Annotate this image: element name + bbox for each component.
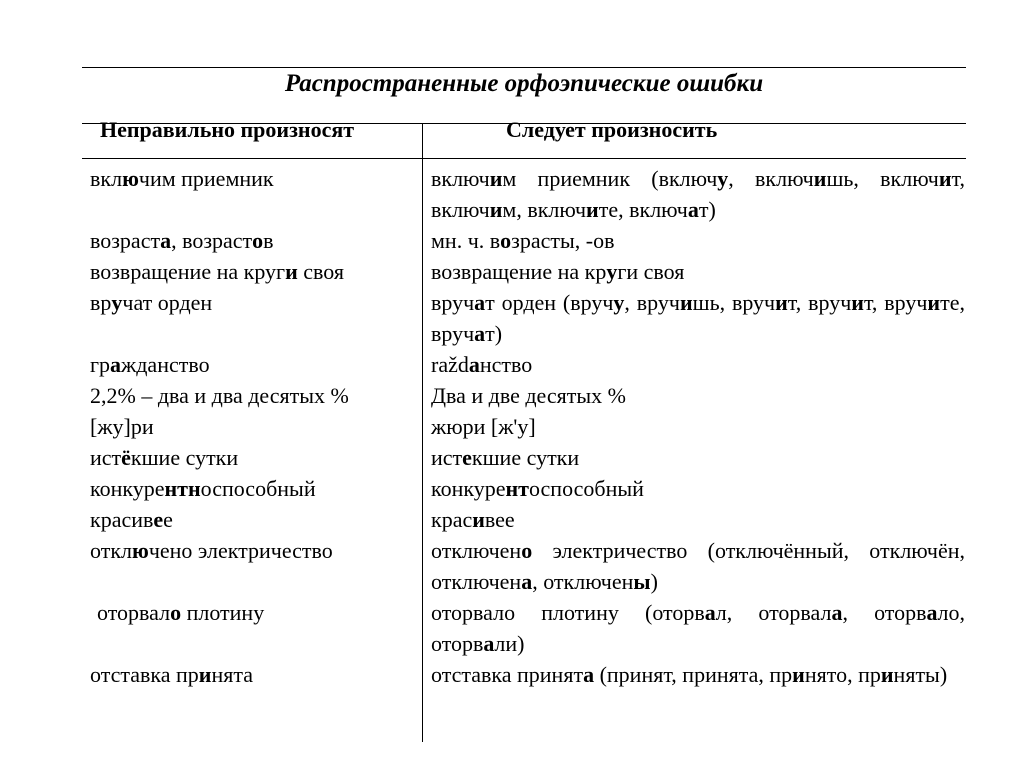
text-segment: нство: [479, 352, 533, 377]
wrong-pronunciation-cell: [90, 225, 420, 256]
text-segment: т, вруч: [863, 290, 928, 315]
text-segment: возвращение на кр: [431, 259, 607, 284]
stressed-letter: е: [153, 507, 164, 532]
text-segment: плотину: [181, 600, 265, 625]
text-segment: нято, пр: [804, 662, 881, 687]
text-segment: т): [485, 321, 503, 346]
wrong-pronunciation-cell: [90, 349, 420, 380]
stressed-letter: а: [468, 352, 480, 377]
wrong-pronunciation-cell: [90, 659, 420, 721]
text-segment: шь, включ: [826, 166, 939, 191]
correct-pronunciation-column: [431, 163, 965, 721]
text-segment: оспособный: [528, 476, 644, 501]
stressed-letter: а: [687, 197, 699, 222]
wrong-pronunciation-cell: [90, 442, 420, 473]
correct-pronunciation-cell: [431, 504, 965, 535]
text-segment: чат орден: [122, 290, 213, 315]
text-segment: , вруч: [624, 290, 680, 315]
text-segment: няты): [893, 662, 948, 687]
text-segment: вкл: [90, 166, 123, 191]
stressed-letter: нтн: [164, 476, 201, 501]
stressed-letter: и: [851, 290, 864, 315]
text-segment: нята: [211, 662, 254, 687]
text-segment: 2,2% – два и два десятых %: [90, 383, 349, 408]
text-segment: ли): [494, 631, 525, 656]
stressed-letter: о: [170, 600, 182, 625]
correct-pronunciation-cell: [431, 380, 965, 411]
stressed-letter: о: [500, 228, 512, 253]
text-segment: конкуре: [431, 476, 506, 501]
stressed-letter: у: [613, 290, 625, 315]
header-rule: [82, 158, 966, 159]
stressed-letter: ю: [132, 538, 149, 563]
stressed-letter: е: [462, 445, 472, 470]
wrong-pronunciation-cell: [90, 473, 420, 504]
text-segment: т орден (вруч: [485, 290, 614, 315]
wrong-pronunciation-cell: [90, 504, 420, 535]
correct-pronunciation-cell: [431, 411, 965, 442]
stressed-letter: нт: [505, 476, 529, 501]
stressed-letter: а: [160, 228, 172, 253]
text-segment: красив: [90, 507, 154, 532]
text-segment: (принят, принята, пр: [594, 662, 793, 687]
text-segment: , оторв: [842, 600, 927, 625]
correct-pronunciation-cell: [431, 442, 965, 473]
stressed-letter: а: [521, 569, 533, 594]
text-segment: оторвал: [97, 600, 171, 625]
text-segment: , возраст: [171, 228, 253, 253]
text-segment: откл: [90, 538, 132, 563]
stressed-letter: а: [474, 290, 486, 315]
stressed-letter: ы: [633, 569, 651, 594]
text-segment: ги своя: [617, 259, 685, 284]
stressed-letter: и: [938, 166, 952, 191]
text-segment: л, оторвал: [715, 600, 832, 625]
correct-pronunciation-cell: [431, 225, 965, 256]
stressed-letter: ю: [122, 166, 139, 191]
text-segment: отставка принят: [431, 662, 584, 687]
stressed-letter: и: [880, 662, 894, 687]
text-segment: чено электричество: [148, 538, 333, 563]
text-segment: , отключен: [532, 569, 634, 594]
correct-pronunciation-cell: [431, 535, 965, 597]
text-segment: зрасты, -ов: [511, 228, 615, 253]
stressed-letter: о: [252, 228, 264, 253]
text-segment: жюри [ж'у]: [431, 414, 536, 439]
text-segment: отставка пр: [90, 662, 199, 687]
text-segment: отключен: [431, 538, 522, 563]
text-segment: те, включ: [598, 197, 688, 222]
header-correct-pronunciation: Следует произносить: [506, 117, 718, 142]
text-segment: оторвало плотину (оторв: [431, 600, 705, 625]
stressed-letter: и: [586, 197, 599, 222]
stressed-letter: а: [483, 631, 495, 656]
stressed-letter: и: [679, 290, 693, 315]
stressed-letter: и: [489, 166, 503, 191]
stressed-letter: а: [474, 321, 486, 346]
text-segment: в: [263, 228, 274, 253]
text-segment: чим приемник: [138, 166, 274, 191]
wrong-pronunciation-cell: [90, 163, 420, 225]
wrong-pronunciation-cell: [90, 411, 420, 442]
correct-pronunciation-cell: [431, 659, 965, 721]
correct-pronunciation-cell: [431, 287, 965, 349]
text-segment: жданство: [121, 352, 210, 377]
text-segment: возраст: [90, 228, 161, 253]
stressed-letter: у: [717, 166, 729, 191]
text-segment: т): [698, 197, 716, 222]
text-segment: , включ: [728, 166, 814, 191]
stressed-letter: а: [704, 600, 716, 625]
correct-pronunciation-cell: [431, 349, 965, 380]
text-segment: ražd: [431, 352, 469, 377]
text-segment: своя: [297, 259, 344, 284]
text-segment: гр: [90, 352, 111, 377]
text-segment: мн. ч. в: [431, 228, 501, 253]
stressed-letter: и: [792, 662, 805, 687]
stressed-letter: у: [111, 290, 123, 315]
text-segment: включ: [431, 166, 490, 191]
text-segment: оспособный: [200, 476, 316, 501]
text-segment: м, включ: [502, 197, 587, 222]
text-segment: т, включ: [431, 166, 966, 222]
text-segment: шь, вруч: [692, 290, 776, 315]
wrong-pronunciation-column: [90, 163, 420, 721]
stressed-letter: и: [285, 259, 298, 284]
stressed-letter: у: [606, 259, 618, 284]
text-segment: вр: [90, 290, 112, 315]
text-segment: ло, оторв: [431, 600, 966, 656]
text-segment: кшие сутки: [130, 445, 239, 470]
text-segment: кшие сутки: [471, 445, 580, 470]
wrong-pronunciation-cell: [90, 380, 420, 411]
stressed-letter: а: [926, 600, 938, 625]
correct-pronunciation-cell: [431, 256, 965, 287]
text-segment: ист: [90, 445, 122, 470]
stressed-letter: о: [521, 538, 533, 563]
text-segment: ист: [431, 445, 463, 470]
text-segment: м приемник (включ: [502, 166, 718, 191]
header-wrong-pronunciation: Неправильно произносят: [100, 117, 355, 142]
text-segment: конкуре: [90, 476, 165, 501]
stressed-letter: ё: [121, 445, 131, 470]
text-segment: Два и две десятых %: [431, 383, 626, 408]
correct-pronunciation-cell: [431, 163, 965, 225]
text-segment: электричество (отключённый, отключён, отключен: [431, 538, 965, 594]
stressed-letter: и: [775, 290, 788, 315]
top-rule: [82, 67, 966, 68]
text-segment: е: [163, 507, 173, 532]
text-segment: те, вруч: [431, 290, 965, 346]
stressed-letter: и: [813, 166, 827, 191]
wrong-pronunciation-cell: [90, 597, 420, 659]
text-segment: т, вруч: [787, 290, 852, 315]
stressed-letter: и: [489, 197, 503, 222]
text-segment: вруч: [431, 290, 475, 315]
stressed-letter: и: [198, 662, 212, 687]
stressed-letter: а: [583, 662, 595, 687]
text-segment: крас: [431, 507, 473, 532]
wrong-pronunciation-cell: [90, 256, 420, 287]
stressed-letter: и: [472, 507, 485, 532]
stressed-letter: а: [831, 600, 843, 625]
correct-pronunciation-cell: [431, 597, 965, 659]
column-divider: [422, 124, 423, 742]
correct-pronunciation-cell: [431, 473, 965, 504]
wrong-pronunciation-cell: [90, 287, 420, 349]
text-segment: возвращение на круг: [90, 259, 286, 284]
table-title: Распространенные орфоэпические ошибки: [284, 70, 764, 97]
stressed-letter: и: [927, 290, 941, 315]
text-segment: ): [650, 569, 658, 594]
text-segment: [жу]ри: [90, 414, 154, 439]
stressed-letter: а: [110, 352, 122, 377]
text-segment: вее: [484, 507, 515, 532]
wrong-pronunciation-cell: [90, 535, 420, 597]
